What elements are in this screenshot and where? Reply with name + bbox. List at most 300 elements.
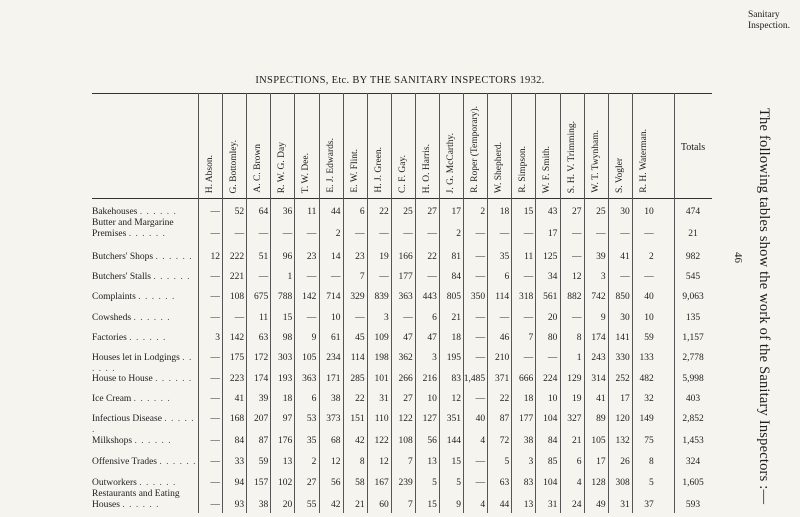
row-total: 545 bbox=[685, 272, 701, 282]
table-cell: — bbox=[210, 500, 220, 510]
table-cell: 168 bbox=[229, 414, 245, 424]
table-cell: 12 bbox=[572, 272, 582, 282]
table-cell: 371 bbox=[494, 374, 510, 384]
column-header bbox=[610, 98, 630, 193]
table-cell: — bbox=[258, 229, 269, 239]
column-divider bbox=[511, 93, 512, 513]
column-divider bbox=[198, 93, 199, 513]
table-cell: 38 bbox=[331, 394, 341, 404]
column-divider bbox=[535, 93, 536, 513]
table-cell: 27 bbox=[306, 478, 317, 488]
row-label-text: Complaints bbox=[92, 292, 136, 302]
table-cell: 195 bbox=[446, 353, 461, 363]
leader-dots: . . . . . . bbox=[122, 499, 160, 510]
row-total: 474 bbox=[685, 207, 701, 217]
table-cell: 114 bbox=[495, 292, 510, 302]
table-cell: — bbox=[499, 229, 510, 239]
row-label bbox=[92, 313, 198, 324]
row-label-text: Cowsheds bbox=[92, 313, 132, 323]
row-total: 403 bbox=[685, 394, 701, 404]
table-cell: 12 bbox=[379, 457, 389, 467]
table-cell: 27 bbox=[403, 394, 413, 404]
table-cell: 60 bbox=[379, 500, 389, 510]
column-divider bbox=[270, 93, 271, 513]
table-cell: 55 bbox=[306, 500, 317, 510]
leader-dots: . . . . . . bbox=[92, 414, 195, 435]
inspector-name: A. C. Brown bbox=[253, 144, 264, 193]
table-cell: — bbox=[427, 229, 437, 239]
column-divider bbox=[584, 93, 585, 513]
table-cell: 172 bbox=[253, 353, 269, 363]
table-cell: 108 bbox=[229, 292, 245, 302]
table-cell: 5 bbox=[649, 478, 654, 488]
table-cell: 30 bbox=[620, 207, 630, 217]
table-cell: 114 bbox=[350, 353, 365, 363]
table-cell: 133 bbox=[639, 353, 654, 363]
table-cell: 18 bbox=[451, 333, 461, 343]
table-cell: 59 bbox=[258, 457, 269, 467]
leader-dots: . . . . . . bbox=[133, 394, 171, 404]
table-cell: 308 bbox=[615, 478, 630, 488]
leader-dots: . . . . . . bbox=[139, 478, 177, 488]
table-cell: 15 bbox=[427, 500, 437, 510]
table-cell: 12 bbox=[210, 252, 220, 262]
table-cell: 363 bbox=[302, 374, 317, 384]
table-cell: — bbox=[282, 229, 293, 239]
table-cell: 21 bbox=[451, 313, 461, 323]
row-label-text: Factories bbox=[92, 333, 127, 343]
table-cell: 44 bbox=[499, 500, 510, 510]
table-cell: 11 bbox=[307, 207, 317, 217]
table-cell: 128 bbox=[591, 478, 606, 488]
table-cell: 174 bbox=[253, 374, 269, 384]
column-divider bbox=[319, 93, 320, 513]
table-cell: 3 bbox=[215, 333, 220, 343]
table-cell: 63 bbox=[258, 333, 269, 343]
inspector-name: S. H. V. Trimming. bbox=[566, 120, 577, 193]
table-cell: — bbox=[572, 313, 582, 323]
row-total: 1,157 bbox=[682, 333, 704, 343]
table-cell: 142 bbox=[302, 292, 317, 302]
table-cell: 5 bbox=[504, 457, 510, 467]
row-label bbox=[92, 457, 198, 468]
column-divider bbox=[487, 93, 488, 513]
table-cell: 72 bbox=[499, 436, 510, 446]
row-label-text: Offensive Trades bbox=[92, 457, 158, 467]
table-cell: 105 bbox=[302, 353, 317, 363]
table-cell: — bbox=[210, 436, 220, 446]
table-cell: — bbox=[234, 229, 245, 239]
table-cell: 3 bbox=[528, 457, 534, 467]
table-cell: 61 bbox=[331, 333, 341, 343]
table-cell: 41 bbox=[596, 394, 606, 404]
table-cell: 22 bbox=[355, 394, 365, 404]
table-cell: 266 bbox=[398, 374, 413, 384]
table-cell: 22 bbox=[427, 252, 437, 262]
table-cell: 7 bbox=[528, 333, 534, 343]
table-cell: — bbox=[210, 229, 220, 239]
table-cell: 7 bbox=[408, 500, 413, 510]
table-cell: 221 bbox=[229, 272, 245, 282]
table-cell: 285 bbox=[350, 374, 365, 384]
table-cell: 104 bbox=[543, 478, 558, 488]
table-cell: — bbox=[499, 313, 510, 323]
table-cell: 216 bbox=[422, 374, 437, 384]
table-cell: 41 bbox=[620, 252, 630, 262]
inspector-name: R. W. G. Day bbox=[277, 141, 288, 193]
row-total: 21 bbox=[688, 229, 698, 239]
table-cell: 175 bbox=[229, 353, 245, 363]
table-cell: — bbox=[210, 414, 220, 424]
table-cell: 839 bbox=[374, 292, 389, 302]
row-label bbox=[92, 374, 198, 385]
side-label bbox=[748, 10, 790, 32]
table-cell: 303 bbox=[278, 353, 293, 363]
table-cell: 56 bbox=[427, 436, 437, 446]
leader-dots: . . . . . . bbox=[128, 228, 166, 239]
column-divider bbox=[294, 93, 295, 513]
table-cell: — bbox=[475, 229, 486, 239]
table-cell: 105 bbox=[591, 436, 606, 446]
column-header bbox=[586, 98, 606, 193]
table-cell: 12 bbox=[331, 457, 341, 467]
column-header bbox=[345, 98, 365, 193]
table-cell: — bbox=[547, 353, 558, 363]
column-header bbox=[417, 98, 437, 193]
leader-dots: . . . . . . bbox=[153, 272, 191, 282]
table-cell: 120 bbox=[615, 414, 630, 424]
table-cell: 49 bbox=[596, 500, 606, 510]
totals-header: Totals bbox=[680, 142, 706, 153]
table-cell: — bbox=[475, 457, 486, 467]
row-total: 593 bbox=[685, 500, 701, 510]
table-cell: 125 bbox=[543, 252, 558, 262]
row-label-text: Ice Cream bbox=[92, 394, 132, 404]
table-cell: 8 bbox=[649, 457, 654, 467]
table-cell: 157 bbox=[253, 478, 269, 488]
inspector-name: H. Abson. bbox=[205, 154, 215, 193]
row-label-text: Butchers' Stalls bbox=[92, 272, 151, 282]
column-header bbox=[321, 98, 341, 193]
table-cell: — bbox=[403, 229, 413, 239]
table-cell: — bbox=[523, 272, 534, 282]
table-cell: 42 bbox=[355, 436, 365, 446]
table-cell: 329 bbox=[350, 292, 365, 302]
table-cell: 101 bbox=[374, 374, 389, 384]
table-cell: 21 bbox=[355, 500, 365, 510]
table-cell: 10 bbox=[547, 394, 558, 404]
table-cell: 38 bbox=[258, 500, 269, 510]
table-cell: 52 bbox=[234, 207, 245, 217]
table-cell: 850 bbox=[615, 292, 630, 302]
column-header bbox=[489, 98, 509, 193]
table-cell: 19 bbox=[572, 394, 582, 404]
column-divider bbox=[415, 93, 416, 513]
column-divider bbox=[222, 93, 223, 513]
table-cell: 42 bbox=[331, 500, 341, 510]
row-total: 135 bbox=[685, 313, 701, 323]
row-total: 2,778 bbox=[682, 353, 704, 363]
inspector-name: J. G. McCarthy. bbox=[446, 132, 456, 193]
table-cell: 6 bbox=[576, 457, 582, 467]
leader-dots: . . . . . . bbox=[155, 374, 193, 384]
table-cell: 350 bbox=[470, 292, 486, 302]
table-cell: 18 bbox=[499, 207, 510, 217]
column-header bbox=[200, 98, 220, 193]
row-label-text: Butter and Margarine Premises bbox=[92, 218, 174, 239]
table-cell: 6 bbox=[359, 207, 365, 217]
leader-dots: . . . . . . bbox=[138, 292, 176, 302]
table-cell: 330 bbox=[615, 353, 630, 363]
table-cell: — bbox=[379, 229, 389, 239]
inspector-name: E. J. Edwards. bbox=[325, 138, 336, 193]
table-cell: 2 bbox=[649, 252, 654, 262]
row-label bbox=[92, 272, 198, 283]
table-cell: — bbox=[210, 272, 220, 282]
table-cell: 4 bbox=[576, 478, 582, 488]
table-cell: 31 bbox=[379, 394, 389, 404]
table-cell: 5 bbox=[456, 478, 461, 488]
table-cell: 234 bbox=[326, 353, 341, 363]
table-cell: 2 bbox=[311, 457, 317, 467]
table-cell: 13 bbox=[282, 457, 293, 467]
table-cell: 13 bbox=[427, 457, 437, 467]
table-cell: 882 bbox=[567, 292, 582, 302]
table-cell: 144 bbox=[446, 436, 461, 446]
side-label-line: Sanitary bbox=[748, 10, 780, 20]
table-cell: 33 bbox=[234, 457, 245, 467]
row-label bbox=[92, 333, 198, 344]
table-cell: 6 bbox=[504, 272, 510, 282]
table-cell: 561 bbox=[543, 292, 558, 302]
table-cell: 142 bbox=[229, 333, 245, 343]
table-cell: 1 bbox=[576, 353, 582, 363]
column-divider bbox=[246, 93, 247, 513]
table-cell: — bbox=[523, 353, 534, 363]
row-label-text: Butchers' Shops bbox=[92, 252, 154, 262]
table-cell: — bbox=[210, 394, 220, 404]
table-cell: 64 bbox=[258, 207, 269, 217]
table-cell: 207 bbox=[253, 414, 269, 424]
table-cell: — bbox=[475, 353, 486, 363]
side-label-line: Inspection. bbox=[748, 21, 790, 31]
table-cell: 21 bbox=[572, 436, 582, 446]
table-cell: 1 bbox=[287, 272, 293, 282]
column-divider bbox=[343, 93, 344, 513]
table-cell: 108 bbox=[398, 436, 413, 446]
table-cell: 166 bbox=[398, 252, 413, 262]
inspector-name: E. W. Flint. bbox=[349, 149, 360, 193]
table-cell: 8 bbox=[359, 457, 365, 467]
column-header bbox=[465, 98, 485, 193]
table-cell: — bbox=[475, 313, 486, 323]
inspector-name: R. H. Waterman. bbox=[638, 129, 649, 193]
table-cell: — bbox=[210, 478, 220, 488]
leader-dots: . . . . . . bbox=[129, 333, 167, 343]
column-header bbox=[369, 98, 389, 193]
table-cell: 23 bbox=[306, 252, 317, 262]
table-cell: 15 bbox=[282, 313, 293, 323]
table-cell: — bbox=[210, 207, 220, 217]
table-cell: — bbox=[572, 229, 582, 239]
table-cell: 167 bbox=[374, 478, 389, 488]
table-cell: 252 bbox=[615, 374, 630, 384]
table-cell: 4 bbox=[480, 500, 486, 510]
table-cell: 3 bbox=[600, 272, 606, 282]
table-cell: 4 bbox=[480, 436, 486, 446]
column-header bbox=[513, 98, 533, 193]
table-cell: 122 bbox=[374, 436, 389, 446]
table-cell: 81 bbox=[451, 252, 461, 262]
table-cell: — bbox=[355, 229, 365, 239]
table-cell: 37 bbox=[644, 500, 654, 510]
column-divider bbox=[463, 93, 464, 513]
table-cell: 31 bbox=[620, 500, 630, 510]
table-cell: 10 bbox=[427, 394, 437, 404]
column-header bbox=[562, 98, 582, 193]
table-cell: 8 bbox=[576, 333, 582, 343]
column-header bbox=[441, 98, 461, 193]
table-cell: 805 bbox=[446, 292, 461, 302]
table-cell: 129 bbox=[567, 374, 582, 384]
inspector-name: W. F. Smith. bbox=[542, 145, 553, 193]
table-cell: — bbox=[620, 272, 630, 282]
table-cell: 56 bbox=[331, 478, 341, 488]
table-cell: 85 bbox=[547, 457, 558, 467]
row-label bbox=[92, 478, 198, 489]
row-label-text: House to House bbox=[92, 374, 153, 384]
table-cell: 174 bbox=[591, 333, 606, 343]
row-total: 982 bbox=[685, 252, 701, 262]
column-divider bbox=[560, 93, 561, 513]
table-cell: 373 bbox=[326, 414, 341, 424]
table-cell: — bbox=[475, 394, 486, 404]
table-cell: — bbox=[644, 272, 654, 282]
table-cell: — bbox=[210, 374, 220, 384]
table-cell: — bbox=[523, 229, 534, 239]
table-cell: 239 bbox=[398, 478, 413, 488]
table-cell: 11 bbox=[524, 252, 534, 262]
table-cell: — bbox=[572, 252, 582, 262]
table-cell: 87 bbox=[499, 414, 510, 424]
table-cell: — bbox=[523, 313, 534, 323]
table-cell: 714 bbox=[326, 292, 341, 302]
row-label bbox=[92, 292, 198, 303]
column-divider bbox=[674, 93, 675, 513]
table-cell: 10 bbox=[644, 313, 654, 323]
table-cell: 68 bbox=[331, 436, 341, 446]
table-cell: 39 bbox=[258, 394, 269, 404]
row-label-text: Houses let in Lodgings bbox=[92, 353, 180, 363]
table-cell: 40 bbox=[644, 292, 654, 302]
table-cell: — bbox=[210, 457, 220, 467]
column-header bbox=[634, 98, 654, 193]
leader-dots: . . . . . . bbox=[92, 353, 193, 374]
right-caption: The following tables show the work of the Sanitary Inspectors :— bbox=[756, 108, 772, 505]
inspector-name: W. T. Twynham. bbox=[590, 130, 601, 193]
table-cell: 44 bbox=[331, 207, 341, 217]
table-cell: 11 bbox=[259, 313, 269, 323]
table-cell: 41 bbox=[234, 394, 245, 404]
table-cell: 2 bbox=[480, 207, 486, 217]
table-cell: 83 bbox=[451, 374, 461, 384]
table-cell: 75 bbox=[644, 436, 654, 446]
table-cell: 20 bbox=[547, 313, 558, 323]
column-header bbox=[224, 98, 244, 193]
table-cell: 12 bbox=[451, 394, 461, 404]
column-header bbox=[248, 98, 268, 193]
page-title: INSPECTIONS, Etc. BY THE SANITARY INSPECTORS 1932. bbox=[255, 75, 545, 86]
table-cell: — bbox=[644, 229, 654, 239]
table-cell: — bbox=[210, 353, 220, 363]
table-cell: 10 bbox=[331, 313, 341, 323]
table-cell: 243 bbox=[591, 353, 606, 363]
leader-dots: . . . . . . bbox=[134, 436, 172, 446]
row-label bbox=[92, 353, 198, 374]
table-cell: 171 bbox=[326, 374, 341, 384]
table-cell: — bbox=[258, 272, 269, 282]
row-label bbox=[92, 207, 198, 218]
table-cell: 443 bbox=[422, 292, 437, 302]
table-cell: 84 bbox=[451, 272, 461, 282]
table-cell: 24 bbox=[572, 500, 582, 510]
leader-dots: . . . . . . bbox=[155, 252, 193, 262]
table-cell: 3 bbox=[432, 353, 437, 363]
table-cell: 58 bbox=[355, 478, 365, 488]
table-cell: 27 bbox=[572, 207, 582, 217]
table-cell: — bbox=[234, 313, 245, 323]
table-cell: 83 bbox=[523, 478, 534, 488]
column-divider bbox=[608, 93, 609, 513]
column-divider bbox=[632, 93, 633, 513]
table-cell: 32 bbox=[644, 394, 654, 404]
table-cell: 63 bbox=[499, 478, 510, 488]
table-cell: 127 bbox=[422, 414, 437, 424]
table-cell: 34 bbox=[547, 272, 558, 282]
row-total: 2,852 bbox=[682, 414, 704, 424]
table-cell: 102 bbox=[278, 478, 293, 488]
table-cell: 210 bbox=[494, 353, 510, 363]
table-cell: 193 bbox=[278, 374, 293, 384]
table-cell: 110 bbox=[374, 414, 389, 424]
column-header bbox=[393, 98, 413, 193]
table-cell: 198 bbox=[374, 353, 389, 363]
table-cell: 35 bbox=[499, 252, 510, 262]
table-cell: 351 bbox=[446, 414, 461, 424]
row-label-text: Bakehouses bbox=[92, 207, 138, 217]
table-cell: 788 bbox=[278, 292, 293, 302]
table-cell: 96 bbox=[282, 252, 293, 262]
table-cell: 7 bbox=[408, 457, 413, 467]
table-cell: 18 bbox=[282, 394, 293, 404]
table-cell: 45 bbox=[355, 333, 365, 343]
row-label-text: Restaurants and Eating Houses bbox=[92, 489, 180, 510]
table-cell: 93 bbox=[234, 500, 245, 510]
table-cell: 17 bbox=[596, 457, 606, 467]
table-cell: 223 bbox=[229, 374, 245, 384]
table-cell: 6 bbox=[432, 313, 437, 323]
table-cell: 84 bbox=[547, 436, 558, 446]
column-divider bbox=[391, 93, 392, 513]
table-cell: 224 bbox=[543, 374, 558, 384]
table-cell: 25 bbox=[403, 207, 413, 217]
table-cell: 98 bbox=[282, 333, 293, 343]
column-divider bbox=[367, 93, 368, 513]
table-cell: 9 bbox=[600, 313, 606, 323]
table-cell: 40 bbox=[475, 414, 486, 424]
table-cell: 51 bbox=[258, 252, 269, 262]
table-cell: 43 bbox=[547, 207, 558, 217]
